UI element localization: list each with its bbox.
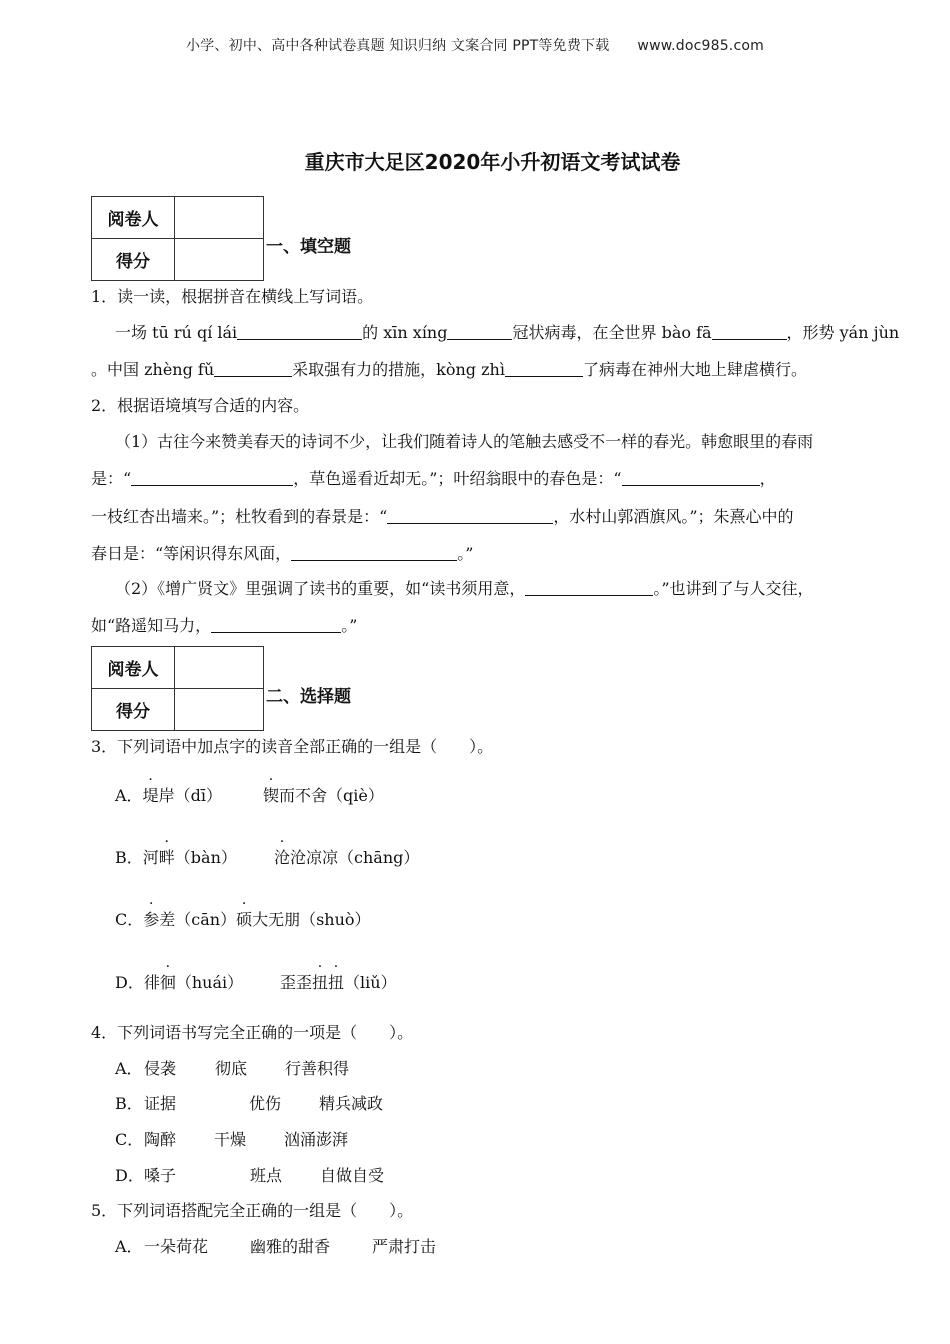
option-label: D． — [115, 1166, 144, 1185]
dotted-char: 扭 — [328, 973, 345, 992]
dotted-char: 硕 — [236, 910, 253, 929]
dotted-char: 堤 — [142, 786, 159, 805]
option-label: D． — [115, 973, 144, 992]
answer-blank[interactable] — [291, 544, 457, 561]
q2-line-6 — [91, 616, 357, 636]
section-title-choice: 二、选择题 — [266, 687, 351, 707]
q4-option-c[interactable] — [115, 1130, 348, 1150]
header-text: 小学、初中、高中各种试卷真题 知识归纳 文案合同 PPT等免费下载 — [186, 38, 610, 54]
q1-stem: 1．读一读，根据拼音在横线上写词语。 — [91, 287, 374, 306]
q2-line-2 — [91, 469, 776, 489]
option-text: （liǔ） — [344, 973, 397, 992]
option-label: A． — [115, 1237, 143, 1256]
q2-text: （2）《增广贤文》里强调了读书的重要，如“读书须用意， — [115, 579, 526, 598]
dotted-char: 畔 — [158, 848, 175, 867]
option-label: C． — [115, 910, 144, 929]
option-word: 侵袭 — [144, 1059, 177, 1078]
option-text: 大无朋（shuò） — [252, 910, 371, 929]
answer-blank[interactable] — [622, 469, 760, 486]
option-word: 行善积得 — [285, 1059, 350, 1078]
page-header — [0, 35, 950, 55]
score-label: 得分 — [92, 239, 175, 281]
answer-blank[interactable] — [505, 360, 583, 377]
dotted-char: 沧 — [274, 848, 291, 867]
reviewer-label: 阅卷人 — [92, 197, 175, 239]
option-word: 陶醉 — [144, 1130, 177, 1149]
q2-text: ，水村山郭酒旗风。”；朱熹心中的 — [553, 507, 794, 526]
q3-option-c[interactable] — [115, 910, 371, 930]
option-text: 沧凉凉（chāng） — [290, 848, 420, 867]
q4-option-b[interactable] — [115, 1094, 383, 1114]
option-text: 差（cān） — [159, 910, 237, 929]
option-label: A． — [115, 1059, 143, 1078]
q3-option-b-2 — [274, 848, 419, 868]
option-word: 幽雅的甜香 — [250, 1237, 331, 1256]
q2-stem: 2．根据语境填写合适的内容。 — [91, 396, 310, 415]
score-cell[interactable] — [175, 689, 264, 731]
option-label: A． — [115, 786, 143, 805]
reviewer-cell[interactable] — [175, 197, 264, 239]
q1-line-2 — [91, 360, 807, 380]
q2-text: 。”也讲到了与人交往， — [653, 579, 814, 598]
q1-text: 一场 tū rú qí lái — [115, 323, 238, 342]
q3-option-a-2 — [263, 786, 384, 806]
option-word: 精兵减政 — [319, 1094, 384, 1113]
reviewer-cell[interactable] — [175, 647, 264, 689]
option-word: 证据 — [144, 1094, 177, 1113]
header-url[interactable]: www.doc985.com — [637, 38, 764, 54]
q2-text: ， — [759, 469, 776, 488]
option-label: B． — [115, 848, 143, 867]
option-text: 河 — [142, 848, 159, 867]
q3-option-a[interactable] — [115, 786, 222, 806]
q5-option-a[interactable] — [115, 1237, 436, 1257]
score-table-2 — [91, 646, 264, 731]
q1-text: 。中国 zhèng fǔ — [91, 360, 215, 379]
q4-option-a[interactable] — [115, 1059, 349, 1079]
answer-blank[interactable] — [525, 579, 653, 596]
answer-blank[interactable] — [712, 323, 787, 340]
option-word: 干燥 — [214, 1130, 247, 1149]
option-text: 岸（dī） — [158, 786, 222, 805]
option-word: 一朵荷花 — [144, 1237, 209, 1256]
reviewer-label: 阅卷人 — [92, 647, 175, 689]
q2-text: 春日是：“等闲识得东风面， — [91, 544, 292, 563]
q3-stem: 3．下列词语中加点字的读音全部正确的一组是（ ）。 — [91, 737, 494, 756]
option-text: 而不舍（qiè） — [279, 786, 384, 805]
q2-line-1: （1）古往今来赞美春天的诗词不少，让我们随着诗人的笔触去感受不一样的春光。韩愈眼里的春雨 — [115, 432, 814, 451]
option-text: 歪歪 — [280, 973, 313, 992]
q1-text: 冠状病毒，在全世界 bào fā — [512, 323, 712, 342]
option-word: 汹涌澎湃 — [284, 1130, 349, 1149]
page-title: 重庆市大足区2020年小升初语文考试试卷 — [304, 150, 681, 174]
score-label: 得分 — [92, 689, 175, 731]
answer-blank[interactable] — [131, 469, 293, 486]
dotted-char: 锲 — [263, 786, 280, 805]
option-label: B． — [115, 1094, 143, 1113]
q2-text: 如“路遥知马力， — [91, 616, 212, 635]
option-word: 自做自受 — [320, 1166, 385, 1185]
dotted-char: 扭 — [312, 973, 329, 992]
answer-blank[interactable] — [214, 360, 292, 377]
score-table-1 — [91, 196, 264, 281]
option-word: 班点 — [250, 1166, 283, 1185]
q1-line-1 — [115, 323, 899, 343]
q2-text: 。” — [457, 544, 474, 563]
dotted-char: 徊 — [159, 973, 176, 992]
q2-text: ，草色遥看近却无。”；叶绍翁眼中的春色是：“ — [293, 469, 622, 488]
q2-line-4 — [91, 544, 473, 564]
q3-option-b[interactable] — [115, 848, 237, 868]
q2-text: 一枝红杏出墙来。”；杜牧看到的春景是：“ — [91, 507, 388, 526]
option-text: （bàn） — [174, 848, 237, 867]
q1-text: 采取强有力的措施，kòng zhì — [292, 360, 505, 379]
section-title-fill: 一、填空题 — [266, 237, 351, 257]
q2-line-3 — [91, 507, 794, 527]
q4-stem: 4．下列词语书写完全正确的一项是（ ）。 — [91, 1023, 414, 1042]
q2-text: 。” — [341, 616, 358, 635]
option-word: 优伤 — [249, 1094, 282, 1113]
answer-blank[interactable] — [447, 323, 512, 340]
q2-line-5 — [115, 579, 814, 599]
option-word: 彻底 — [215, 1059, 248, 1078]
answer-blank[interactable] — [237, 323, 362, 340]
score-cell[interactable] — [175, 239, 264, 281]
q5-stem: 5．下列词语搭配完全正确的一组是（ ）。 — [91, 1201, 414, 1220]
dotted-char: 参 — [143, 910, 160, 929]
option-text: （huái） — [175, 973, 244, 992]
q2-text: 是：“ — [91, 469, 132, 488]
q3-option-d[interactable] — [115, 973, 243, 993]
q4-option-d[interactable] — [115, 1166, 384, 1186]
q1-text: 的 xīn xíng — [362, 323, 448, 342]
option-label: C． — [115, 1130, 144, 1149]
answer-blank[interactable] — [387, 507, 553, 524]
option-text: 徘 — [143, 973, 160, 992]
q1-text: 了病毒在神州大地上肆虐横行。 — [582, 360, 807, 379]
q1-text: ，形势 yán jùn — [786, 323, 900, 342]
q3-option-d-2 — [280, 973, 397, 993]
answer-blank[interactable] — [211, 616, 341, 633]
option-word: 嗓子 — [144, 1166, 177, 1185]
option-word: 严肃打击 — [372, 1237, 437, 1256]
